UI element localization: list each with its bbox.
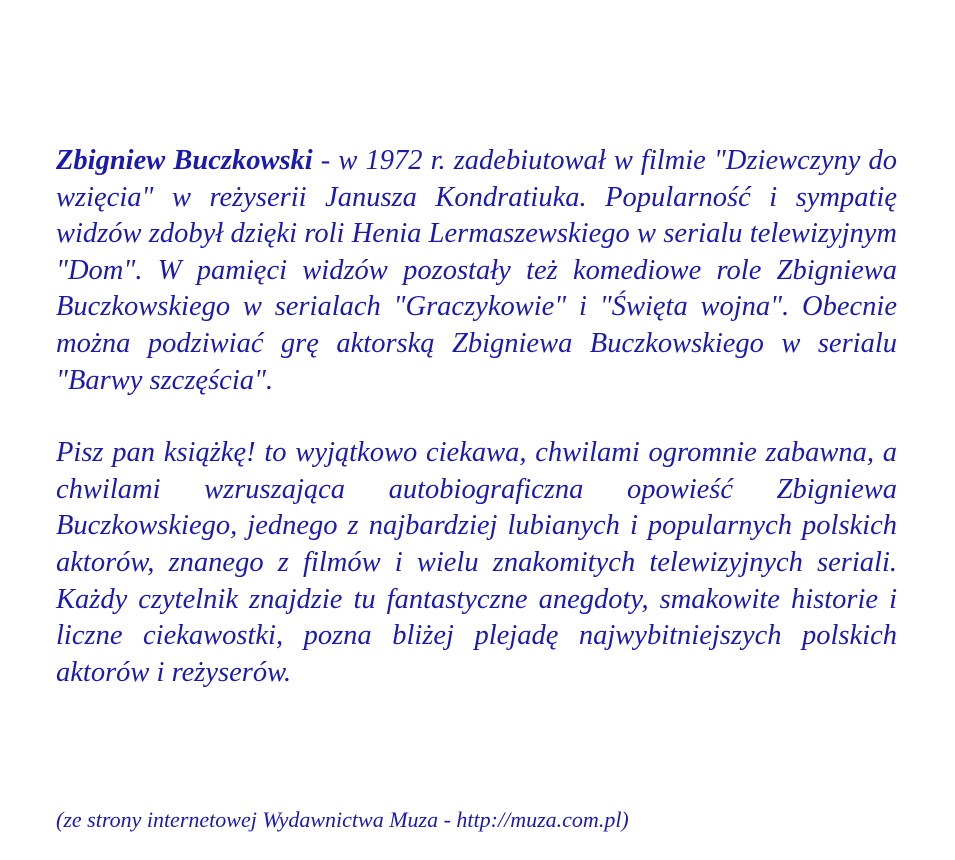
source-citation: (ze strony internetowej Wydawnictwa Muza - http://muza.com.pl) bbox=[56, 807, 629, 832]
paragraph-book-description: Pisz pan książkę! to wyjątkowo ciekawa, chwilami ogromnie zabawna, a chwilami wzruszająca autobiograficzna opowieść Zbigniewa Buczkowskiego, jednego z najbardziej lubianych i popularnych polskich aktorów, znanego z filmów i wielu znakomitych telewizyjnych seriali. Każdy czytelnik znajdzie tu fantastyczne anegdoty, smakowite historie i liczne ciekawostki, pozna bliżej plejadę najwybitniejszych polskich aktorów i reżyserów. bbox=[56, 437, 897, 688]
paragraph-biography bbox=[56, 143, 897, 399]
actor-name: Zbigniew Buczkowski bbox=[56, 145, 313, 176]
biography-text: - w 1972 r. zadebiutował w filmie "Dziewczyny do wzięcia" w reżyserii Janusza Kondratiuka. Popularność i sympatię widzów zdobył dzięki roli Henia Lermaszewskiego w serialu telewizyjnym "Dom". W pamięci widzów pozostały też komediowe role Zbigniewa Buczkowskiego w serialach "Graczykowie" i "Święta wojna". Obecnie można podziwiać grę aktorską Zbigniewa Buczkowskiego w serialu "Barwy szczęścia". bbox=[56, 145, 898, 396]
document-body bbox=[56, 143, 897, 691]
